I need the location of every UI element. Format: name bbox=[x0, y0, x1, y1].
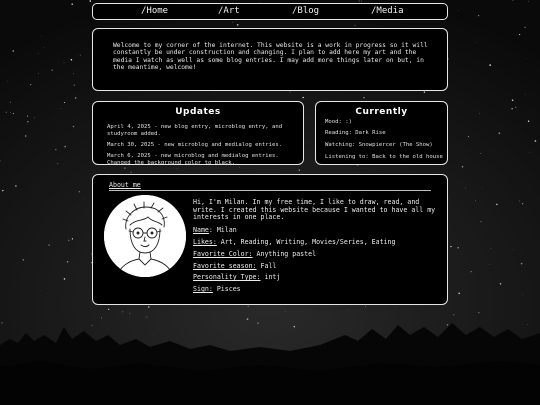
star bbox=[519, 201, 520, 202]
star bbox=[51, 69, 53, 71]
star bbox=[48, 244, 49, 245]
star bbox=[526, 58, 527, 59]
current-watching: Watching: Snowpiercer (The Show) bbox=[325, 142, 433, 148]
update-entry: March 6, 2025 - new microblog and medialog entries. Changed the background color to black. bbox=[107, 153, 279, 165]
nav-art-link[interactable]: /Art bbox=[218, 6, 240, 16]
star bbox=[80, 55, 81, 56]
welcome-panel bbox=[92, 28, 448, 91]
star bbox=[41, 291, 42, 292]
personality-type-field bbox=[193, 273, 280, 281]
star bbox=[10, 112, 11, 113]
star bbox=[462, 166, 464, 168]
about-me-panel bbox=[92, 174, 448, 305]
star bbox=[465, 188, 466, 189]
star bbox=[528, 121, 529, 122]
personality-type-label: Personality Type: bbox=[193, 273, 261, 281]
favorite-color-value: Anything pastel bbox=[252, 250, 317, 258]
star bbox=[480, 153, 481, 154]
star bbox=[450, 246, 451, 247]
star bbox=[359, 0, 360, 1]
avatar-drawing bbox=[104, 195, 186, 277]
star bbox=[515, 107, 516, 108]
star bbox=[496, 204, 498, 206]
name-value: : Milan bbox=[208, 226, 237, 234]
star bbox=[71, 59, 73, 61]
star bbox=[478, 15, 479, 16]
star bbox=[7, 81, 8, 82]
name-label: Name bbox=[193, 226, 209, 234]
star bbox=[41, 36, 42, 37]
favorite-season-value: Fall bbox=[256, 262, 277, 270]
star bbox=[361, 1, 362, 2]
star bbox=[22, 259, 24, 261]
nav-media-link[interactable]: /Media bbox=[371, 6, 404, 16]
star bbox=[524, 27, 526, 29]
updates-title: Updates bbox=[175, 107, 221, 117]
star bbox=[512, 99, 514, 101]
star bbox=[519, 34, 520, 35]
star bbox=[25, 135, 26, 136]
star bbox=[239, 167, 240, 168]
star bbox=[491, 248, 492, 249]
star bbox=[67, 261, 69, 263]
star bbox=[27, 121, 28, 122]
star bbox=[44, 47, 45, 48]
star bbox=[289, 92, 290, 93]
star bbox=[79, 191, 80, 192]
star bbox=[511, 108, 512, 109]
likes-label: Likes: bbox=[193, 238, 217, 246]
forest-silhouette bbox=[0, 305, 540, 405]
star bbox=[471, 271, 472, 272]
star bbox=[458, 293, 460, 295]
star bbox=[299, 169, 300, 170]
star bbox=[61, 108, 62, 109]
star bbox=[34, 117, 35, 118]
star bbox=[479, 113, 480, 114]
star bbox=[72, 238, 73, 239]
nav-home-link[interactable]: /Home bbox=[141, 6, 169, 16]
star bbox=[6, 112, 7, 113]
star bbox=[458, 247, 459, 248]
update-entry: March 30, 2025 - new microblog and medialog entries. bbox=[107, 142, 283, 148]
star bbox=[535, 140, 537, 142]
star bbox=[38, 53, 39, 54]
star bbox=[232, 22, 233, 23]
current-mood: Mood: :) bbox=[325, 119, 352, 125]
star bbox=[64, 278, 66, 280]
star bbox=[68, 240, 70, 242]
star bbox=[177, 168, 178, 169]
current-listening: Listening to: Back to the old house bbox=[325, 154, 443, 160]
star bbox=[57, 163, 58, 164]
likes-field bbox=[193, 238, 395, 246]
star bbox=[354, 25, 355, 26]
star bbox=[124, 167, 126, 169]
likes-value: Art, Reading, Writing, Movies/Series, Eating bbox=[216, 238, 396, 246]
star bbox=[75, 97, 76, 98]
star bbox=[499, 132, 501, 134]
portrait-sketch-icon bbox=[104, 195, 186, 277]
star bbox=[30, 84, 31, 85]
star bbox=[90, 0, 92, 2]
star bbox=[73, 126, 75, 128]
favorite-season-label: Favorite season: bbox=[193, 262, 257, 270]
star bbox=[475, 200, 476, 201]
star bbox=[64, 102, 65, 103]
star bbox=[489, 64, 491, 66]
star bbox=[468, 136, 469, 137]
star bbox=[513, 249, 514, 250]
sign-label: Sign: bbox=[193, 285, 213, 293]
star bbox=[528, 1, 529, 2]
star bbox=[481, 221, 482, 222]
sign-field bbox=[193, 285, 241, 293]
star bbox=[15, 185, 16, 186]
star bbox=[237, 24, 239, 26]
current-reading: Reading: Dark Rise bbox=[325, 130, 386, 136]
star bbox=[483, 187, 484, 188]
star bbox=[521, 263, 523, 265]
update-entry: April 4, 2025 - new blog entry, microblog entry, and studyroom added. bbox=[107, 124, 283, 137]
favorite-color-field bbox=[193, 250, 316, 258]
nav-blog-link[interactable]: /Blog bbox=[292, 6, 320, 16]
currently-panel bbox=[315, 101, 448, 165]
star bbox=[13, 113, 14, 114]
about-title: About me bbox=[109, 181, 141, 189]
star bbox=[64, 62, 65, 63]
favorite-color-label: Favorite Color: bbox=[193, 250, 253, 258]
star bbox=[522, 203, 523, 204]
star bbox=[363, 97, 365, 99]
currently-title: Currently bbox=[355, 107, 408, 117]
star bbox=[73, 73, 74, 74]
star bbox=[84, 197, 85, 198]
updates-panel[interactable] bbox=[92, 101, 304, 165]
star bbox=[500, 283, 501, 284]
star bbox=[489, 264, 490, 265]
bio-text: Hi, I'm Milan. In my free time, I like to draw, read, and write. I created this website because I wanted to have all my interests in one place. bbox=[193, 198, 436, 222]
personality-type-value: intj bbox=[260, 273, 281, 281]
top-navigation bbox=[92, 3, 448, 20]
star bbox=[525, 94, 526, 95]
star bbox=[10, 102, 11, 103]
star bbox=[2, 190, 3, 191]
divider bbox=[109, 190, 431, 191]
favorite-season-field bbox=[193, 262, 276, 270]
sign-value: Pisces bbox=[212, 285, 241, 293]
star bbox=[302, 97, 304, 99]
star bbox=[71, 3, 72, 4]
star bbox=[74, 85, 75, 86]
star bbox=[13, 50, 14, 51]
star bbox=[513, 0, 514, 1]
name-field bbox=[193, 226, 237, 234]
star bbox=[424, 91, 425, 92]
star bbox=[64, 146, 66, 148]
star bbox=[522, 294, 523, 295]
welcome-text: Welcome to my corner of the internet. This website is a work in progress so it will constantly be under construction and changing. I plan to add here my art and the media I watch as well as some blog entries. I may add more things later on but, in the meantime, welcome! bbox=[113, 42, 428, 72]
star bbox=[131, 172, 132, 173]
star bbox=[38, 73, 39, 74]
star bbox=[475, 42, 476, 43]
star bbox=[55, 149, 56, 150]
star bbox=[27, 116, 28, 117]
